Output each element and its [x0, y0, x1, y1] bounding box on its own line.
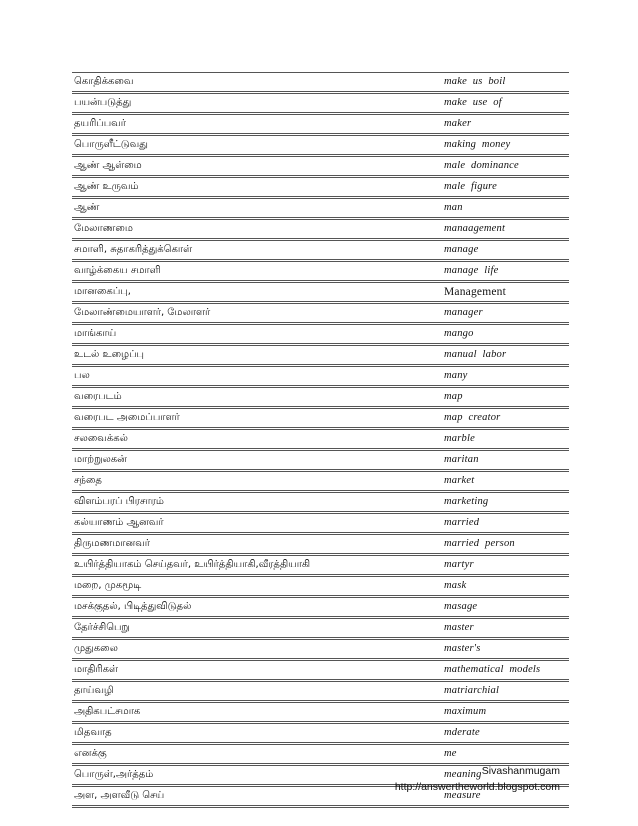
english-term: measure: [442, 786, 569, 807]
english-term: master: [442, 618, 569, 639]
glossary-row: [72, 618, 569, 639]
english-term: man: [442, 198, 569, 219]
english-term: many: [442, 366, 569, 387]
glossary-row: [72, 135, 569, 156]
tamil-term: பொருளீட்டுவது: [72, 135, 442, 156]
english-term: make us boil: [442, 73, 569, 93]
english-term: marble: [442, 429, 569, 450]
tamil-term: மிதவாத: [72, 723, 442, 744]
glossary-row: [72, 534, 569, 555]
tamil-term: உடல் உழைப்பு: [72, 345, 442, 366]
glossary-row: [72, 73, 569, 93]
tamil-term: பல: [72, 366, 442, 387]
english-term: Management: [442, 282, 569, 303]
glossary-row: [72, 387, 569, 408]
tamil-term: திருமணமானவர்: [72, 534, 442, 555]
english-term: masage: [442, 597, 569, 618]
english-term: meaning: [442, 765, 569, 786]
tamil-term: மாங்காய்: [72, 324, 442, 345]
english-term: male figure: [442, 177, 569, 198]
english-term: market: [442, 471, 569, 492]
glossary-row: [72, 513, 569, 534]
tamil-term: சமாளி, சுதாகரித்துக்கொள்: [72, 240, 442, 261]
glossary-row: [72, 324, 569, 345]
english-term: male dominance: [442, 156, 569, 177]
english-term: make use of: [442, 93, 569, 114]
tamil-term: மாற்றுலகன்: [72, 450, 442, 471]
tamil-term: கொதிக்கவை: [72, 73, 442, 93]
glossary-row: [72, 723, 569, 744]
english-term: married person: [442, 534, 569, 555]
tamil-term: சலவைக்கல்: [72, 429, 442, 450]
tamil-term: விளம்பரப் பிரசாரம்: [72, 492, 442, 513]
english-term: martyr: [442, 555, 569, 576]
glossary-row: [72, 114, 569, 135]
english-term: map: [442, 387, 569, 408]
english-term: maritan: [442, 450, 569, 471]
english-term: mathematical models: [442, 660, 569, 681]
glossary-row: [72, 366, 569, 387]
tamil-term: மறை, முகமூடி: [72, 576, 442, 597]
glossary-row: [72, 198, 569, 219]
glossary-row: [72, 408, 569, 429]
english-term: making money: [442, 135, 569, 156]
footer-author: Sivashanmugam: [481, 765, 560, 777]
tamil-term: அள, அளவீடு செய்: [72, 786, 442, 807]
tamil-term: அதிகபட்சமாக: [72, 702, 442, 723]
glossary-row: [72, 219, 569, 240]
english-term: manage: [442, 240, 569, 261]
glossary-row: [72, 345, 569, 366]
glossary-row: [72, 282, 569, 303]
tamil-term: ஆண் ஆள்மை: [72, 156, 442, 177]
english-term: mango: [442, 324, 569, 345]
glossary-row: [72, 429, 569, 450]
glossary-row: [72, 240, 569, 261]
english-term: maximum: [442, 702, 569, 723]
tamil-term: வரைபடம்: [72, 387, 442, 408]
english-term: manage life: [442, 261, 569, 282]
glossary-row: [72, 93, 569, 114]
tamil-term: ஆண்: [72, 198, 442, 219]
english-term: manaagement: [442, 219, 569, 240]
tamil-term: எனக்கு: [72, 744, 442, 765]
glossary-body: [72, 73, 569, 807]
glossary-row: [72, 156, 569, 177]
tamil-term: சந்தை: [72, 471, 442, 492]
glossary-row: [72, 681, 569, 702]
glossary-row: [72, 177, 569, 198]
english-term: matriarchial: [442, 681, 569, 702]
tamil-term: தயரிப்பவர்: [72, 114, 442, 135]
tamil-term: மாதிரிகள்: [72, 660, 442, 681]
english-term: manual labor: [442, 345, 569, 366]
tamil-term: முதுகலை: [72, 639, 442, 660]
english-term: marketing: [442, 492, 569, 513]
glossary-row: [72, 576, 569, 597]
glossary-row: [72, 702, 569, 723]
tamil-term: வாழ்க்கைய சமாளி: [72, 261, 442, 282]
tamil-term: மானகைப்பு,: [72, 282, 442, 303]
tamil-term: உயிர்த்தியாகம் செய்தவர், உயிர்த்தியாகி,வீரத்தியாகி: [72, 555, 442, 576]
glossary-row: [72, 303, 569, 324]
glossary-row: [72, 639, 569, 660]
tamil-term: பொருள்,அர்த்தம்: [72, 765, 442, 786]
glossary-row: [72, 555, 569, 576]
glossary-row: [72, 450, 569, 471]
tamil-term: மேலாணமை: [72, 219, 442, 240]
english-term: mderate: [442, 723, 569, 744]
glossary-row: [72, 261, 569, 282]
glossary-table: [72, 72, 569, 808]
english-term: map creator: [442, 408, 569, 429]
tamil-term: வரைபட அமைப்பாளர்: [72, 408, 442, 429]
tamil-term: பயன்படுத்து: [72, 93, 442, 114]
footer-url: http://answertheworld.blogspot.com: [394, 781, 560, 793]
tamil-term: ஆண் உருவம்: [72, 177, 442, 198]
tamil-term: கல்யாணம் ஆனவர்: [72, 513, 442, 534]
english-term: manager: [442, 303, 569, 324]
tamil-term: மசக்குதல், பிடித்துவிடுதல்: [72, 597, 442, 618]
glossary-row: [72, 660, 569, 681]
tamil-term: மேலாண்மையாளர், மேலாளர்: [72, 303, 442, 324]
tamil-term: தேர்ச்சிபெறு: [72, 618, 442, 639]
page-footer: [395, 763, 560, 795]
glossary-row: [72, 744, 569, 765]
english-term: mask: [442, 576, 569, 597]
glossary-row: [72, 471, 569, 492]
glossary-row: [72, 597, 569, 618]
tamil-term: தாய்வழி: [72, 681, 442, 702]
english-term: me: [442, 744, 569, 765]
english-term: married: [442, 513, 569, 534]
english-term: master's: [442, 639, 569, 660]
english-term: maker: [442, 114, 569, 135]
glossary-row: [72, 492, 569, 513]
